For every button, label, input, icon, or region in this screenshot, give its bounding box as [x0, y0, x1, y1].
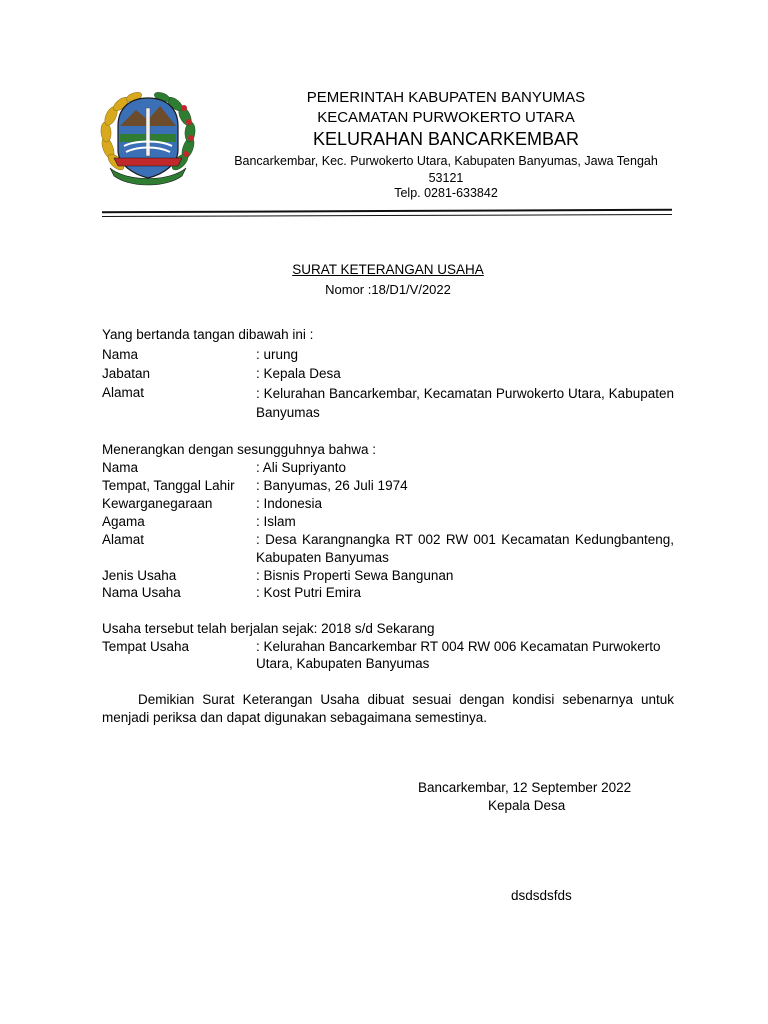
business-place-value: : Kelurahan Bancarkembar RT 004 RW 006 Kecamatan Purwokerto Utara, Kabupaten Banyumas [256, 639, 661, 671]
subject-business-name-value: : Kost Putri Emira [256, 585, 362, 600]
signer-position-label: Jabatan [102, 366, 151, 381]
subject-business-type-value: : Bisnis Properti Sewa Bangunan [256, 568, 454, 583]
intro-text: Yang bertanda tangan dibawah ini : [102, 327, 314, 342]
subject-religion-label: Agama [102, 514, 145, 529]
business-since-text: Usaha tersebut telah berjalan sejak: 2018 s/d Sekarang [102, 621, 435, 636]
subject-birth-value: : Banyumas, 26 Juli 1974 [256, 478, 408, 493]
header-address: Bancarkembar, Kec. Purwokerto Utara, Kabupaten Banyumas, Jawa Tengah 53121 [234, 154, 658, 185]
signature-position: Kepala Desa [488, 798, 566, 813]
declare-text: Menerangkan dengan sesungguhnya bahwa : [102, 442, 376, 457]
signer-address-value: : Kelurahan Bancarkembar, Kecamatan Purwokerto Utara, Kabupaten Banyumas [256, 386, 674, 420]
letter-title: SURAT KETERANGAN USAHA [292, 262, 484, 277]
header-rule-thick [102, 209, 672, 213]
business-place-label: Tempat Usaha [102, 639, 190, 654]
subject-name-value: : Ali Supriyanto [256, 460, 347, 475]
subject-address-label: Alamat [102, 532, 145, 547]
subject-name-label: Nama [102, 460, 139, 475]
signer-name-label: Nama [102, 347, 139, 362]
subject-business-type-label: Jenis Usaha [102, 568, 177, 583]
signer-address-label: Alamat [102, 385, 145, 400]
subject-birth-label: Tempat, Tanggal Lahir [102, 478, 235, 493]
header-government: PEMERINTAH KABUPATEN BANYUMAS [306, 89, 586, 106]
header-phone: Telp. 0281-633842 [394, 186, 498, 200]
subject-religion-value: : Islam [256, 514, 296, 529]
subject-business-name-label: Nama Usaha [102, 585, 181, 600]
header-rule-thin [102, 214, 672, 217]
signer-name-value: : urung [256, 347, 299, 362]
letter-number: Nomor :18/D1/V/2022 [325, 282, 451, 297]
closing-paragraph: Demikian Surat Keterangan Usaha dibuat sesuai dengan kondisi sebenarnya untuk menjadi periksa dan dapat digunakan sebagaimana semestinya. [102, 692, 674, 725]
signature-place-date: Bancarkembar, 12 September 2022 [418, 780, 632, 795]
signature-name: dsdsdsfds [511, 888, 572, 903]
header-village: KELURAHAN BANCARKEMBAR [312, 129, 580, 149]
header-district: KECAMATAN PURWOKERTO UTARA [317, 109, 575, 126]
subject-address-value: : Desa Karangnangka RT 002 RW 001 Kecamatan Kedungbanteng, Kabupaten Banyumas [256, 532, 674, 565]
subject-citizenship-label: Kewarganegaraan [102, 496, 213, 511]
banyumas-emblem-icon [96, 88, 200, 190]
signer-position-value: : Kepala Desa [256, 366, 341, 381]
subject-citizenship-value: : Indonesia [256, 496, 323, 511]
